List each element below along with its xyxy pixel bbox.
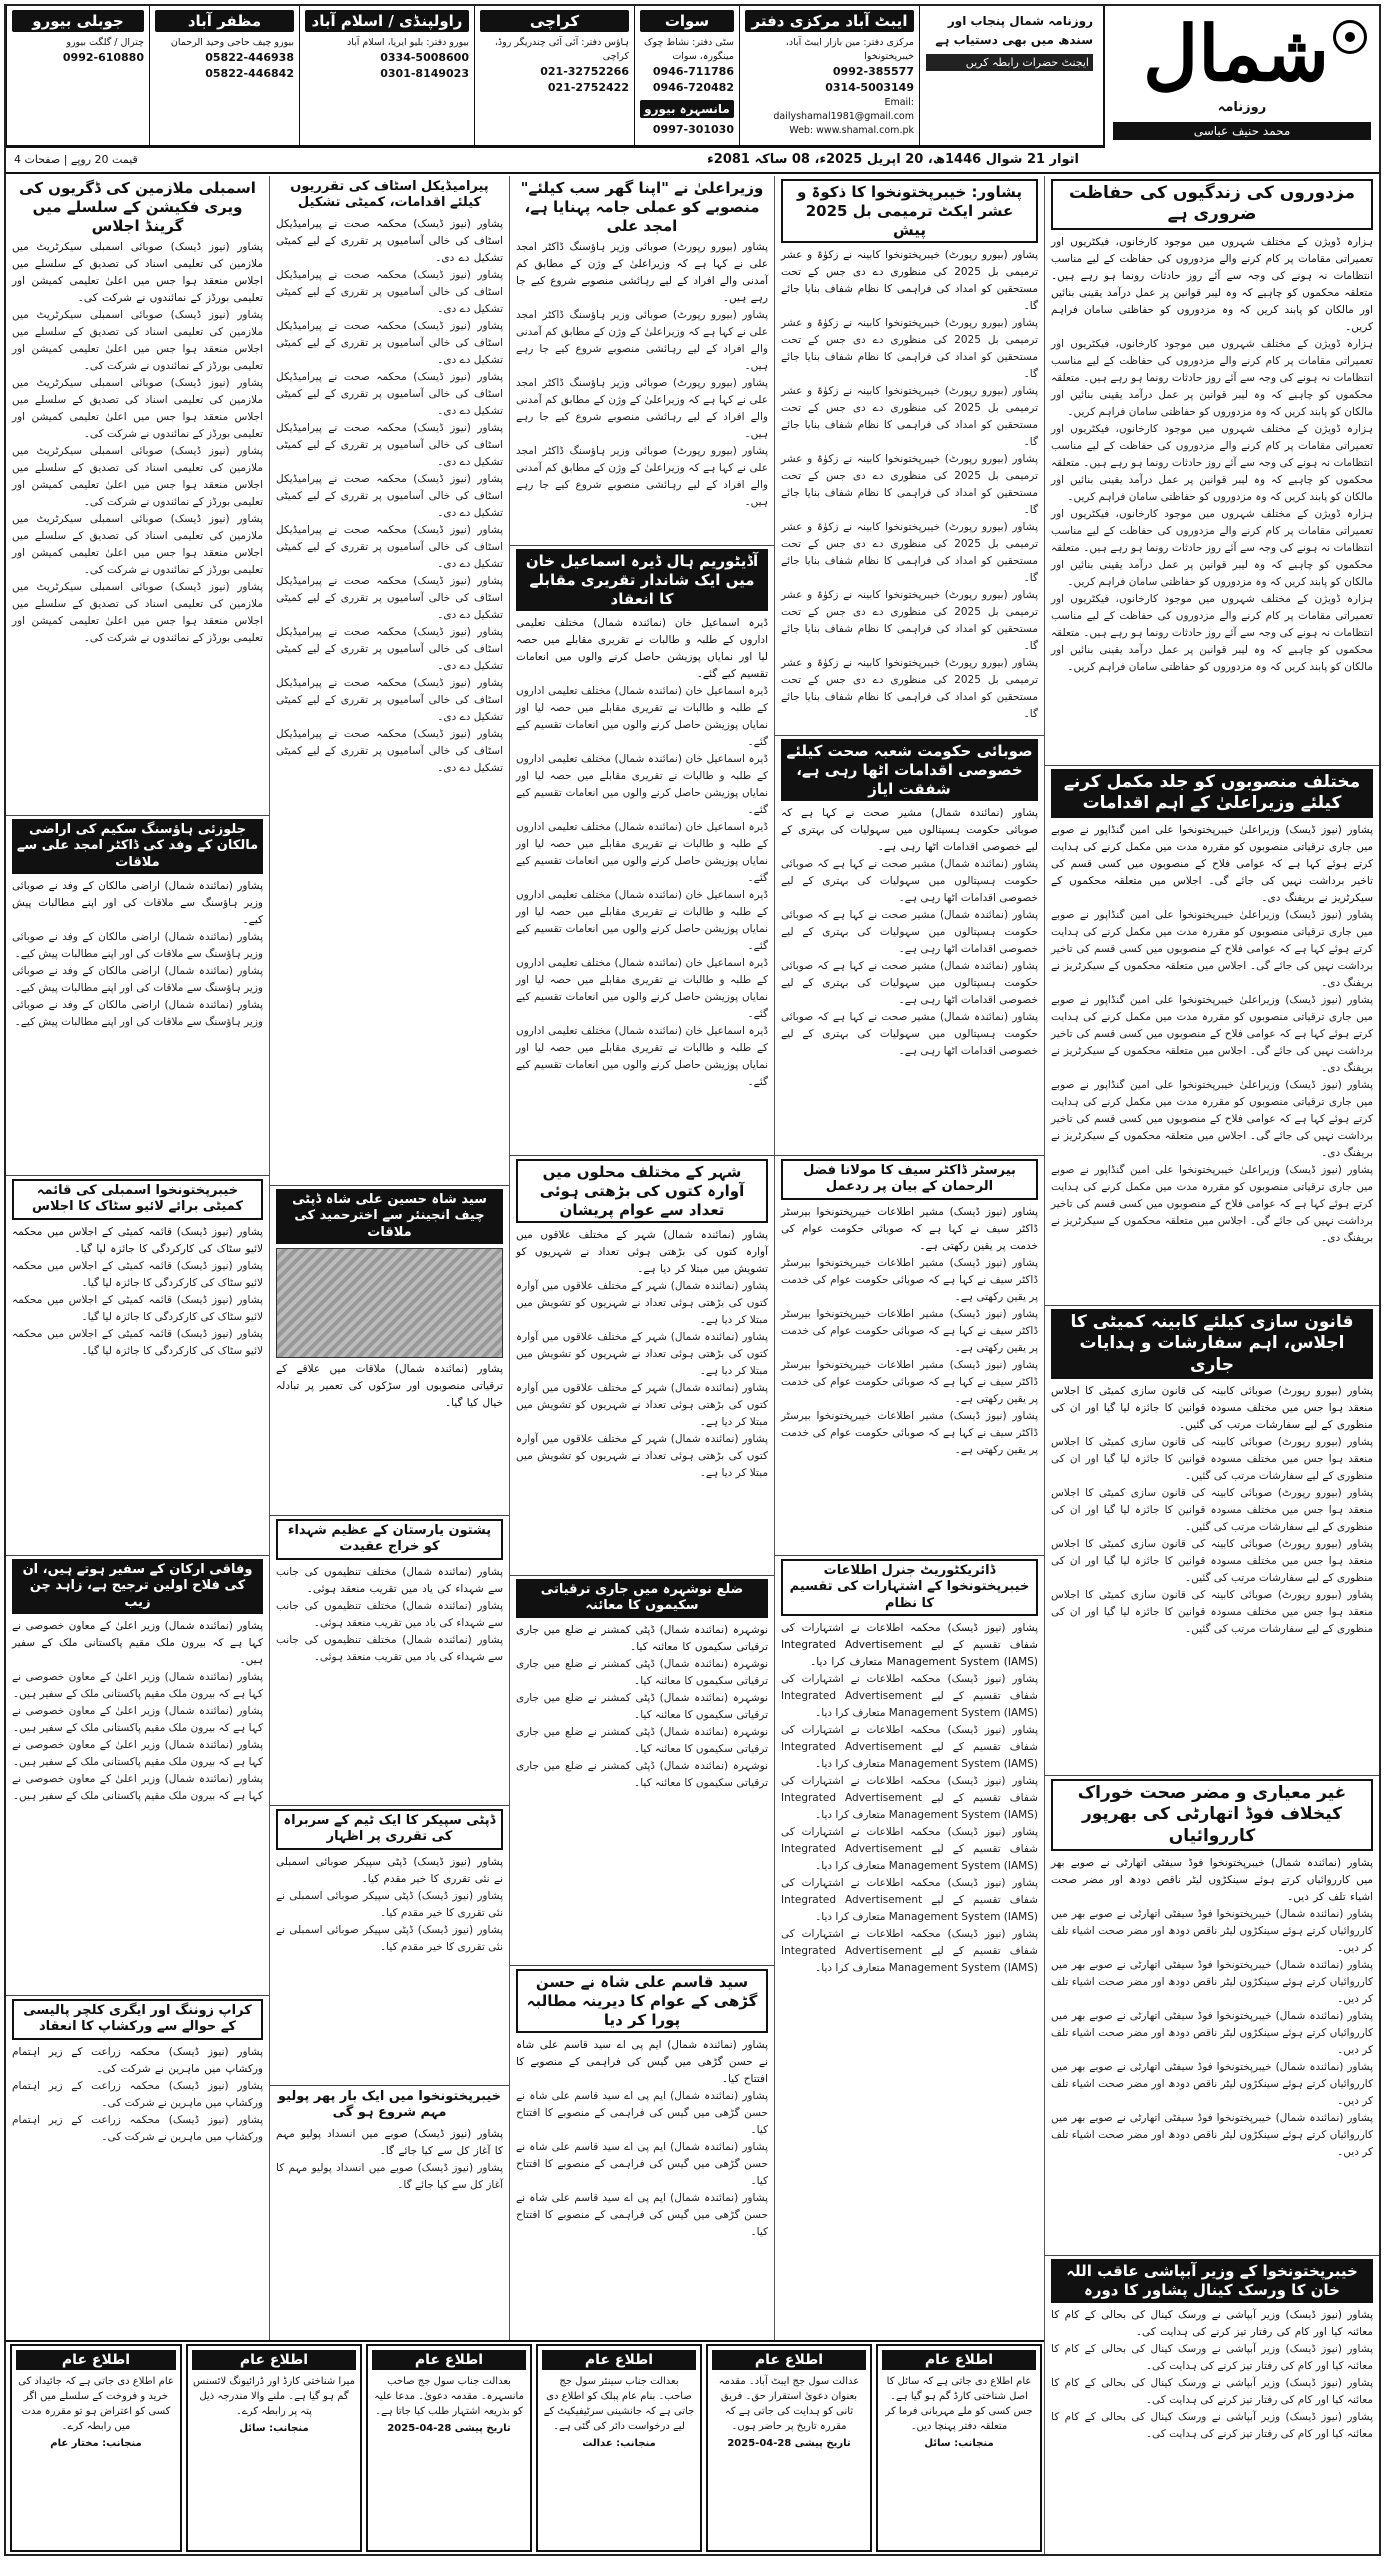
story-body-cont: ڈیرہ اسماعیل خان (نمائندہ شمال) مختلف تعلیمی اداروں کے طلبہ و طالبات نے تقریری مقابلے میں حصہ لیا اور نمایاں پوزیشن حاصل کرنے والوں میں انعامات تقسیم کیے گئے۔	[516, 957, 768, 1021]
story-body-cont: ڈیرہ اسماعیل خان (نمائندہ شمال) مختلف تعلیمی اداروں کے طلبہ و طالبات نے تقریری مقابلے میں حصہ لیا اور نمایاں پوزیشن حاصل کرنے والوں میں انعامات تقسیم کیے گئے۔	[516, 753, 768, 817]
story-body: پشاور (نمائندہ شمال) مختلف تنظیموں کی جانب سے شہداء کی یاد میں تقریب منعقد ہوئی۔	[276, 1565, 503, 1595]
story-body: پشاور (نیوز ڈیسک) قائمہ کمیٹی کے اجلاس میں محکمہ لائیو سٹاک کی کارکردگی کا جائزہ لیا گیا۔	[12, 1225, 263, 1255]
story-body-cont: پشاور (نمائندہ شمال) خیبرپختونخوا فوڈ سیفٹی اتھارٹی نے صوبے بھر میں کارروائیاں کرتے ہوئے سینکڑوں لیٹر ناقص دودھ اور مضر صحت اشیاء تلف کر دیں۔	[1051, 2111, 1373, 2158]
news-story	[1045, 766, 1379, 1306]
office-email: Email: dailyshamal1981@gmail.com	[773, 97, 914, 122]
office-phone: 05822-446938	[205, 51, 294, 64]
story-body-cont: پشاور (نیوز ڈیسک) صوبائی اسمبلی سیکرٹریٹ میں ملازمین کی تعلیمی اسناد کی تصدیق کے سلسلے میں اجلاس منعقد ہوا جس میں اعلیٰ تعلیمی کمیشن اور تعلیمی بورڈز کے نمائندوں نے شرکت کی۔	[12, 581, 263, 645]
story-body-cont: ڈیرہ اسماعیل خان (نمائندہ شمال) مختلف تعلیمی اداروں کے طلبہ و طالبات نے تقریری مقابلے میں حصہ لیا اور نمایاں پوزیشن حاصل کرنے والوں میں انعامات تقسیم کیے گئے۔	[516, 889, 768, 953]
news-story	[270, 1516, 509, 1806]
story-body-cont: پشاور (نیوز ڈیسک) صوبائی اسمبلی سیکرٹریٹ میں ملازمین کی تعلیمی اسناد کی تصدیق کے سلسلے میں اجلاس منعقد ہوا جس میں اعلیٰ تعلیمی کمیشن اور تعلیمی بورڈز کے نمائندوں نے شرکت کی۔	[12, 309, 263, 373]
story-body-cont: پشاور (نیوز ڈیسک) مشیر اطلاعات خیبرپختونخوا بیرسٹر ڈاکٹر سیف نے کہا ہے کہ صوبائی حکومت عوام کی خدمت پر یقین رکھتی ہے۔	[781, 1358, 1038, 1405]
news-story	[775, 176, 1044, 736]
story-headline: آڈیٹوریم ہال ڈیرہ اسماعیل خان میں ایک شاندار تقریری مقابلے کا انعقاد	[516, 549, 768, 611]
story-body-cont: پشاور (نیوز ڈیسک) محکمہ صحت نے پیرامیڈیکل اسٹاف کی خالی آسامیوں پر تقرری کے لیے کمیٹی تشکیل دے دی۔	[276, 421, 503, 468]
news-story	[6, 176, 269, 816]
story-body-cont: پشاور (نیوز ڈیسک) قائمہ کمیٹی کے اجلاس میں محکمہ لائیو سٹاک کی کارکردگی کا جائزہ لیا گیا۔	[12, 1327, 263, 1357]
story-body-cont: پشاور (نمائندہ شمال) خیبرپختونخوا فوڈ سیفٹی اتھارٹی نے صوبے بھر میں کارروائیاں کرتے ہوئے سینکڑوں لیٹر ناقص دودھ اور مضر صحت اشیاء تلف کر دیں۔	[1051, 2060, 1373, 2107]
news-story	[775, 1556, 1044, 2340]
story-body-cont: پشاور (نیوز ڈیسک) محکمہ اطلاعات نے اشتہارات کی شفاف تقسیم کے لیے Integrated Advertisement Management System (IAMS) متعارف کرا دیا۔	[781, 1723, 1038, 1770]
story-body-cont: ڈیرہ اسماعیل خان (نمائندہ شمال) مختلف تعلیمی اداروں کے طلبہ و طالبات نے تقریری مقابلے میں حصہ لیا اور نمایاں پوزیشن حاصل کرنے والوں میں انعامات تقسیم کیے گئے۔	[516, 685, 768, 749]
ad-heading: اطلاع عام	[712, 2350, 866, 2370]
office-bureau	[6, 6, 149, 148]
story-body: نوشہرہ (نمائندہ شمال) ڈپٹی کمشنر نے ضلع میں جاری ترقیاتی سکیموں کا معائنہ کیا۔	[516, 1623, 768, 1653]
office-web: Web: www.shamal.com.pk	[789, 125, 914, 136]
story-body: پشاور (نیوز ڈیسک) محکمہ اطلاعات نے اشتہارات کی شفاف تقسیم کے لیے Integrated Advertisement Management System (IAMS) متعارف کرا دیا۔	[781, 1621, 1038, 1668]
story-body-cont: پشاور (نمائندہ شمال) وزیر اعلیٰ کے معاون خصوصی نے کہا ہے کہ بیرون ملک مقیم پاکستانی ملک کے سفیر ہیں۔	[12, 1772, 263, 1802]
story-body-cont: پشاور (بیورو رپورٹ) صوبائی کابینہ کی قانون سازی کمیٹی کا اجلاس منعقد ہوا جس میں مختلف مسودہ قوانین کا جائزہ لیا گیا اور ان کی منظوری کے لیے سفارشات مرتب کی گئیں۔	[1051, 1537, 1373, 1584]
office-phone: 0992-385577	[832, 65, 914, 78]
story-body-cont: پشاور (نمائندہ شمال) مختلف تنظیموں کی جانب سے شہداء کی یاد میں تقریب منعقد ہوئی۔	[276, 1633, 503, 1663]
story-headline: غیر معیاری و مضر صحت خوراک کیخلاف فوڈ اتھارٹی کی بھرپور کارروائیاں	[1051, 1779, 1373, 1851]
story-body-cont: نوشہرہ (نمائندہ شمال) ڈپٹی کمشنر نے ضلع میں جاری ترقیاتی سکیموں کا معائنہ کیا۔	[516, 1725, 768, 1755]
office-phone-2: 05822-446842	[205, 67, 294, 80]
story-headline: خیبرپختونخوا اسمبلی کی قائمہ کمیٹی برائے لائیو سٹاک کا اجلاس	[12, 1179, 263, 1220]
availability-notice	[919, 6, 1099, 148]
story-body: پشاور (نیوز ڈیسک) ڈپٹی سپیکر صوبائی اسمبلی نے نئی تقرری کا خیر مقدم کیا۔	[276, 1855, 503, 1885]
public-notice-ad	[186, 2344, 362, 2552]
story-headline: خیبرپختونخوا میں ایک بار پھر پولیو مہم شروع ہو گی	[277, 2089, 502, 2121]
story-headline: خیبرپختونخوا کے وزیر آبپاشی عاقب اللہ خان کا ورسک کینال پشاور کا دورہ	[1051, 2259, 1373, 2303]
story-headline: جلوزئی ہاؤسنگ سکیم کی اراضی مالکان کے وفد کی ڈاکٹر امجد علی سے ملاقات	[12, 819, 263, 874]
news-story	[510, 1156, 774, 1576]
public-notice-ad	[366, 2344, 532, 2552]
office-directory	[6, 6, 919, 148]
news-story	[510, 176, 774, 546]
public-notice-ad	[706, 2344, 872, 2552]
story-body-cont: پشاور (نمائندہ شمال) شہر کے مختلف علاقوں میں آوارہ کتوں کی بڑھتی ہوئی تعداد نے شہریوں کو تشویش میں مبتلا کر دیا ہے۔	[516, 1382, 768, 1429]
story-body-cont: پشاور (نیوز ڈیسک) محکمہ اطلاعات نے اشتہارات کی شفاف تقسیم کے لیے Integrated Advertisement Management System (IAMS) متعارف کرا دیا۔	[781, 1825, 1038, 1872]
availability-title: روزنامہ شمال پنجاب اور سندھ میں بھی دستیاب ہے	[935, 14, 1093, 47]
news-story	[270, 176, 509, 1186]
editorial-headline: مزدوروں کی زندگیوں کی حفاظت ضروری ہے	[1051, 179, 1373, 230]
story-body-cont: پشاور (نمائندہ شمال) خیبرپختونخوا فوڈ سیفٹی اتھارٹی نے صوبے بھر میں کارروائیاں کرتے ہوئے سینکڑوں لیٹر ناقص دودھ اور مضر صحت اشیاء تلف کر دیں۔	[1051, 1907, 1373, 1954]
office-phone-2: 0301-8149023	[380, 67, 469, 80]
news-story	[775, 736, 1044, 1156]
story-body-cont: پشاور (نیوز ڈیسک) محکمہ صحت نے پیرامیڈیکل اسٹاف کی خالی آسامیوں پر تقرری کے لیے کمیٹی تشکیل دے دی۔	[276, 268, 503, 315]
story-body-cont: پشاور (نیوز ڈیسک) ڈپٹی سپیکر صوبائی اسمبلی نے نئی تقرری کا خیر مقدم کیا۔	[276, 1923, 503, 1953]
story-body-cont: پشاور (نیوز ڈیسک) صوبائی اسمبلی سیکرٹریٹ میں ملازمین کی تعلیمی اسناد کی تصدیق کے سلسلے میں اجلاس منعقد ہوا جس میں اعلیٰ تعلیمی کمیشن اور تعلیمی بورڈز کے نمائندوں نے شرکت کی۔	[12, 513, 263, 577]
story-body-cont: پشاور (بیورو رپورٹ) صوبائی کابینہ کی قانون سازی کمیٹی کا اجلاس منعقد ہوا جس میں مختلف مسودہ قوانین کا جائزہ لیا گیا اور ان کی منظوری کے لیے سفارشات مرتب کی گئیں۔	[1051, 1588, 1373, 1635]
story-body-cont: پشاور (نمائندہ شمال) ایم پی اے سید قاسم علی شاہ نے حسن گڑھی میں گیس کی فراہمی کے منصوبے کا افتتاح کیا۔	[516, 2141, 768, 2188]
story-body-cont: پشاور (نیوز ڈیسک) محکمہ صحت نے پیرامیڈیکل اسٹاف کی خالی آسامیوں پر تقرری کے لیے کمیٹی تشکیل دے دی۔	[276, 472, 503, 519]
column-4	[269, 176, 509, 2340]
ad-heading: اطلاع عام	[882, 2350, 1036, 2370]
news-story	[270, 1806, 509, 2086]
story-body-cont: پشاور (نیوز ڈیسک) محکمہ زراعت کے زیر اہتمام ورکشاپ میں ماہرین نے شرکت کی۔	[12, 2079, 263, 2109]
news-story	[6, 1556, 269, 1996]
ad-body: عام اطلاع دی جاتی ہے کہ سائل کا اصل شناختی کارڈ گم ہو گیا ہے۔ جس کسی کو ملے مہربانی فرما کر متعلقہ دفتر پہنچا دیں۔	[885, 2376, 1033, 2432]
public-notice-ad	[536, 2344, 702, 2552]
office-address: مرکزی دفتر: مین بازار ایبٹ آباد، خیبرپختونخوا	[785, 37, 914, 62]
office-phone-2: 0314-5003149	[825, 81, 914, 94]
news-story	[1045, 1776, 1379, 2256]
ad-footer: تاریخ پیشی 28-04-2025	[727, 2438, 851, 2449]
news-photo	[276, 1248, 503, 1358]
story-body: پشاور (نیوز ڈیسک) وزیر آبپاشی نے ورسک کینال کی بحالی کے کام کا معائنہ کیا اور کام کی رفتار تیز کرنے کی ہدایت کی۔	[1051, 2308, 1373, 2338]
story-body-cont: پشاور (نیوز ڈیسک) وزیراعلیٰ خیبرپختونخوا علی امین گنڈاپور نے صوبے میں جاری ترقیاتی منصوبوں کو مقررہ مدت میں مکمل کرنے کی ہدایت کرتے ہوئے کہا ہے کہ عوامی فلاح کے منصوبوں میں کسی قسم کی تاخیر برداشت نہیں کی جائے گی۔ اجلاس میں متعلقہ محکموں کے سیکرٹریز نے بریفنگ دی۔	[1051, 908, 1373, 989]
story-headline: صوبائی حکومت شعبہ صحت کیلئے خصوصی اقدامات اٹھا رہی ہے، شفقت ایاز	[781, 739, 1038, 801]
office-swat	[634, 6, 739, 148]
news-story	[270, 1186, 509, 1516]
story-body-cont: پشاور (نیوز ڈیسک) مشیر اطلاعات خیبرپختونخوا بیرسٹر ڈاکٹر سیف نے کہا ہے کہ صوبائی حکومت عوام کی خدمت پر یقین رکھتی ہے۔	[781, 1256, 1038, 1303]
price-line: قیمت 20 روپے | صفحات 4	[14, 153, 138, 166]
office-head: مظفر آباد	[155, 10, 294, 32]
news-story	[510, 546, 774, 1156]
story-body: پشاور (نیوز ڈیسک) صوبائی اسمبلی سیکرٹریٹ میں ملازمین کی تعلیمی اسناد کی تصدیق کے سلسلے میں اجلاس منعقد ہوا جس میں اعلیٰ تعلیمی کمیشن اور تعلیمی بورڈز کے نمائندوں نے شرکت کی۔	[12, 241, 263, 305]
news-story	[1045, 2256, 1379, 2554]
story-body-cont: پشاور (نمائندہ شمال) خیبرپختونخوا فوڈ سیفٹی اتھارٹی نے صوبے بھر میں کارروائیاں کرتے ہوئے سینکڑوں لیٹر ناقص دودھ اور مضر صحت اشیاء تلف کر دیں۔	[1051, 1958, 1373, 2005]
editor-name: محمد حنیف عباسی	[1113, 122, 1371, 140]
story-body-cont: پشاور (نمائندہ شمال) مختلف تنظیموں کی جانب سے شہداء کی یاد میں تقریب منعقد ہوئی۔	[276, 1599, 503, 1629]
masthead	[6, 6, 1379, 148]
news-story	[6, 1176, 269, 1556]
story-body: پشاور (نمائندہ شمال) اراضی مالکان کے وفد نے صوبائی وزیر ہاؤسنگ سے ملاقات کی اور اپنے مطالبات پیش کیے۔	[12, 879, 263, 926]
story-headline: اسمبلی ملازمین کی ڈگریوں کی ویری فکیشن کے سلسلے میں گرینڈ اجلاس	[19, 179, 256, 235]
office-abbottabad	[739, 6, 919, 148]
story-body-cont: پشاور (نیوز ڈیسک) محکمہ اطلاعات نے اشتہارات کی شفاف تقسیم کے لیے Integrated Advertisement Management System (IAMS) متعارف کرا دیا۔	[781, 1672, 1038, 1719]
story-headline: وزیراعلیٰ نے "اپنا گھر سب کیلئے" منصوبے کو عملی جامہ پہنایا ہے، امجد علی	[520, 179, 764, 235]
story-headline: سید قاسم علی شاہ نے حسن گڑھی کے عوام کا دیرینہ مطالبہ پورا کر دیا	[516, 1969, 768, 2033]
ad-footer: منجانب: مختار عام	[50, 2438, 142, 2449]
story-body-cont: پشاور (بیورو رپورٹ) خیبرپختونخوا کابینہ نے زکوٰۃ و عشر ترمیمی بل 2025 کی منظوری دے دی جس کے تحت مستحقین کو امداد کی فراہمی کا نظام شفاف بنایا جائے گا۔	[781, 657, 1038, 721]
office-head: مانسہرہ بیورو	[640, 100, 734, 118]
story-body-cont: ڈیرہ اسماعیل خان (نمائندہ شمال) مختلف تعلیمی اداروں کے طلبہ و طالبات نے تقریری مقابلے میں حصہ لیا اور نمایاں پوزیشن حاصل کرنے والوں میں انعامات تقسیم کیے گئے۔	[516, 821, 768, 885]
editorial-body-cont: ہزارہ ڈویژن کے مختلف شہروں میں موجود کارخانوں، فیکٹریوں اور تعمیراتی مقامات پر کام کرنے والے مزدوروں کی حفاظت کے لیے مناسب انتظامات نہ ہونے کی وجہ سے آئے روز حادثات رونما ہو رہے ہیں۔ متعلقہ محکموں کو چاہیے کہ وہ لیبر قوانین پر عمل درآمد یقینی بنائیں اور مالکان کو پابند کریں کہ وہ مزدوروں کو حفاظتی سامان فراہم کریں۔	[1051, 507, 1373, 588]
ad-heading: اطلاع عام	[372, 2350, 526, 2370]
office-karachi	[474, 6, 634, 148]
office-phone: 021-32752266	[540, 65, 629, 78]
ad-heading: اطلاع عام	[16, 2350, 176, 2370]
story-body-cont: پشاور (بیورو رپورٹ) خیبرپختونخوا کابینہ نے زکوٰۃ و عشر ترمیمی بل 2025 کی منظوری دے دی جس کے تحت مستحقین کو امداد کی فراہمی کا نظام شفاف بنایا جائے گا۔	[781, 385, 1038, 449]
office-phone: 0992-610880	[62, 51, 144, 64]
story-body-cont: پشاور (نمائندہ شمال) شہر کے مختلف علاقوں میں آوارہ کتوں کی بڑھتی ہوئی تعداد نے شہریوں کو تشویش میں مبتلا کر دیا ہے۔	[516, 1433, 768, 1480]
story-body-cont: ڈیرہ اسماعیل خان (نمائندہ شمال) مختلف تعلیمی اداروں کے طلبہ و طالبات نے تقریری مقابلے میں حصہ لیا اور نمایاں پوزیشن حاصل کرنے والوں میں انعامات تقسیم کیے گئے۔	[516, 1025, 768, 1089]
ad-heading: اطلاع عام	[192, 2350, 356, 2370]
story-body-cont: پشاور (نمائندہ شمال) خیبرپختونخوا فوڈ سیفٹی اتھارٹی نے صوبے بھر میں کارروائیاں کرتے ہوئے سینکڑوں لیٹر ناقص دودھ اور مضر صحت اشیاء تلف کر دیں۔	[1051, 2009, 1373, 2056]
story-body-cont: پشاور (نیوز ڈیسک) محکمہ صحت نے پیرامیڈیکل اسٹاف کی خالی آسامیوں پر تقرری کے لیے کمیٹی تشکیل دے دی۔	[276, 523, 503, 570]
story-body-cont: پشاور (نیوز ڈیسک) محکمہ صحت نے پیرامیڈیکل اسٹاف کی خالی آسامیوں پر تقرری کے لیے کمیٹی تشکیل دے دی۔	[276, 625, 503, 672]
story-body: پشاور (نمائندہ شمال) ایم پی اے سید قاسم علی شاہ نے حسن گڑھی میں گیس کی فراہمی کے منصوبے کا افتتاح کیا۔	[516, 2039, 768, 2086]
ad-body: عام اطلاع دی جاتی ہے کہ جائیداد کی خرید و فروخت کے سلسلے میں اگر کسی کو اعتراض ہو تو مقررہ مدت میں رابطہ کرے۔	[18, 2376, 174, 2432]
story-body-cont: پشاور (نیوز ڈیسک) مشیر اطلاعات خیبرپختونخوا بیرسٹر ڈاکٹر سیف نے کہا ہے کہ صوبائی حکومت عوام کی خدمت پر یقین رکھتی ہے۔	[781, 1409, 1038, 1456]
story-body-cont: پشاور (نیوز ڈیسک) صوبائی اسمبلی سیکرٹریٹ میں ملازمین کی تعلیمی اسناد کی تصدیق کے سلسلے میں اجلاس منعقد ہوا جس میں اعلیٰ تعلیمی کمیشن اور تعلیمی بورڈز کے نمائندوں نے شرکت کی۔	[12, 445, 263, 509]
story-body: ڈیرہ اسماعیل خان (نمائندہ شمال) مختلف تعلیمی اداروں کے طلبہ و طالبات نے تقریری مقابلے میں حصہ لیا اور نمایاں پوزیشن حاصل کرنے والوں میں انعامات تقسیم کیے گئے۔	[516, 617, 768, 681]
availability-sub: ایجنٹ حضرات رابطہ کریں	[926, 54, 1093, 71]
office-phone: 0946-711786	[652, 65, 734, 78]
story-body: پشاور (نیوز ڈیسک) وزیراعلیٰ خیبرپختونخوا علی امین گنڈاپور نے صوبے میں جاری ترقیاتی منصوبوں کو مقررہ مدت میں مکمل کرنے کی ہدایت کرتے ہوئے کہا ہے کہ عوامی فلاح کے منصوبوں میں کسی قسم کی تاخیر برداشت نہیں کی جائے گی۔ اجلاس میں متعلقہ محکموں کے سیکرٹریز نے بریفنگ دی۔	[1051, 823, 1373, 904]
story-body-cont: پشاور (نیوز ڈیسک) محکمہ اطلاعات نے اشتہارات کی شفاف تقسیم کے لیے Integrated Advertisement Management System (IAMS) متعارف کرا دیا۔	[781, 1774, 1038, 1821]
story-body-cont: پشاور (نیوز ڈیسک) صوبائی اسمبلی سیکرٹریٹ میں ملازمین کی تعلیمی اسناد کی تصدیق کے سلسلے میں اجلاس منعقد ہوا جس میں اعلیٰ تعلیمی کمیشن اور تعلیمی بورڈز کے نمائندوں نے شرکت کی۔	[12, 377, 263, 441]
story-body-cont: نوشہرہ (نمائندہ شمال) ڈپٹی کمشنر نے ضلع میں جاری ترقیاتی سکیموں کا معائنہ کیا۔	[516, 1657, 768, 1687]
story-body-cont: پشاور (نمائندہ شمال) ایم پی اے سید قاسم علی شاہ نے حسن گڑھی میں گیس کی فراہمی کے منصوبے کا افتتاح کیا۔	[516, 2192, 768, 2239]
story-body-cont: پشاور (نیوز ڈیسک) محکمہ اطلاعات نے اشتہارات کی شفاف تقسیم کے لیے Integrated Advertisement Management System (IAMS) متعارف کرا دیا۔	[781, 1927, 1038, 1974]
office-address: سٹی دفتر: نشاط چوک مینگورہ، سوات	[644, 37, 734, 62]
ad-heading: اطلاع عام	[542, 2350, 696, 2370]
story-body-cont: پشاور (بیورو رپورٹ) صوبائی وزیر ہاؤسنگ ڈاکٹر امجد علی نے کہا ہے کہ وزیراعلیٰ کے وژن کے مطابق کم آمدنی والے افراد کے لیے رہائشی منصوبے شروع کیے جا رہے ہیں۔	[516, 445, 768, 509]
story-body-cont: پشاور (نیوز ڈیسک) وزیراعلیٰ خیبرپختونخوا علی امین گنڈاپور نے صوبے میں جاری ترقیاتی منصوبوں کو مقررہ مدت میں مکمل کرنے کی ہدایت کرتے ہوئے کہا ہے کہ عوامی فلاح کے منصوبوں میں کسی قسم کی تاخیر برداشت نہیں کی جائے گی۔ اجلاس میں متعلقہ محکموں کے سیکرٹریز نے بریفنگ دی۔	[1051, 1078, 1373, 1159]
ad-footer: تاریخ پیشی 28-04-2025	[387, 2423, 511, 2434]
column-1	[1044, 176, 1379, 2554]
public-notice-ad	[10, 2344, 182, 2552]
story-headline: مختلف منصوبوں کو جلد مکمل کرنے کیلئے وزیراعلیٰ کے اہم اقدامات	[1051, 769, 1373, 818]
story-body: پشاور (بیورو رپورٹ) صوبائی کابینہ کی قانون سازی کمیٹی کا اجلاس منعقد ہوا جس میں مختلف مسودہ قوانین کا جائزہ لیا گیا اور ان کی منظوری کے لیے سفارشات مرتب کی گئیں۔	[1051, 1384, 1373, 1431]
logo-subtitle: روزنامہ	[1217, 100, 1267, 115]
story-body-cont: پشاور (نمائندہ شمال) وزیر اعلیٰ کے معاون خصوصی نے کہا ہے کہ بیرون ملک مقیم پاکستانی ملک کے سفیر ہیں۔	[12, 1738, 263, 1768]
story-body: پشاور (نیوز ڈیسک) صوبے میں انسداد پولیو مہم کا آغاز کل سے کیا جائے گا۔	[276, 2127, 503, 2157]
news-story	[775, 1156, 1044, 1556]
story-body-cont: پشاور (نیوز ڈیسک) محکمہ صحت نے پیرامیڈیکل اسٹاف کی خالی آسامیوں پر تقرری کے لیے کمیٹی تشکیل دے دی۔	[276, 676, 503, 723]
story-body-cont: پشاور (نمائندہ شمال) وزیر اعلیٰ کے معاون خصوصی نے کہا ہے کہ بیرون ملک مقیم پاکستانی ملک کے سفیر ہیں۔	[12, 1670, 263, 1700]
story-body-cont: نوشہرہ (نمائندہ شمال) ڈپٹی کمشنر نے ضلع میں جاری ترقیاتی سکیموں کا معائنہ کیا۔	[516, 1691, 768, 1721]
newspaper-logo: شمال	[1143, 9, 1329, 98]
office-head: ایبٹ آباد مرکزی دفتر	[745, 10, 914, 32]
story-body: پشاور (نیوز ڈیسک) مشیر اطلاعات خیبرپختونخوا بیرسٹر ڈاکٹر سیف نے کہا ہے کہ صوبائی حکومت عوام کی خدمت پر یقین رکھتی ہے۔	[781, 1205, 1038, 1252]
story-headline: ڈائریکٹوریٹ جنرل اطلاعات خیبرپختونخوا کے اشتہارات کی تقسیم کا نظام	[781, 1559, 1038, 1616]
office-head: سوات	[640, 10, 734, 32]
news-story	[270, 2086, 509, 2340]
story-body-cont: پشاور (بیورو رپورٹ) صوبائی وزیر ہاؤسنگ ڈاکٹر امجد علی نے کہا ہے کہ وزیراعلیٰ کے وژن کے مطابق کم آمدنی والے افراد کے لیے رہائشی منصوبے شروع کیے جا رہے ہیں۔	[516, 377, 768, 441]
story-body: پشاور (نیوز ڈیسک) محکمہ زراعت کے زیر اہتمام ورکشاپ میں ماہرین نے شرکت کی۔	[12, 2045, 263, 2075]
story-body-cont: پشاور (نیوز ڈیسک) محکمہ صحت نے پیرامیڈیکل اسٹاف کی خالی آسامیوں پر تقرری کے لیے کمیٹی تشکیل دے دی۔	[276, 727, 503, 774]
story-headline: پیرامیڈیکل اسٹاف کی تقرریوں کیلئے اقدامات، کمیٹی تشکیل	[290, 179, 489, 211]
story-body-cont: پشاور (نیوز ڈیسک) وزیر آبپاشی نے ورسک کینال کی بحالی کے کام کا معائنہ کیا اور کام کی رفتار تیز کرنے کی ہدایت کی۔	[1051, 2410, 1373, 2440]
office-address: بیورو دفتر: بلیو ایریا، اسلام آباد	[346, 37, 469, 48]
news-story	[6, 1996, 269, 2336]
story-body-cont: پشاور (بیورو رپورٹ) خیبرپختونخوا کابینہ نے زکوٰۃ و عشر ترمیمی بل 2025 کی منظوری دے دی جس کے تحت مستحقین کو امداد کی فراہمی کا نظام شفاف بنایا جائے گا۔	[781, 317, 1038, 381]
office-phone-2: 021-2752422	[547, 81, 629, 94]
classified-ads	[6, 2340, 1044, 2554]
ad-footer: منجانب: عدالت	[582, 2438, 656, 2449]
office-phone-2: 0946-720482	[652, 81, 734, 94]
editorial-body-cont: ہزارہ ڈویژن کے مختلف شہروں میں موجود کارخانوں، فیکٹریوں اور تعمیراتی مقامات پر کام کرنے والے مزدوروں کی حفاظت کے لیے مناسب انتظامات نہ ہونے کی وجہ سے آئے روز حادثات رونما ہو رہے ہیں۔ متعلقہ محکموں کو چاہیے کہ وہ لیبر قوانین پر عمل درآمد یقینی بنائیں اور مالکان کو پابند کریں کہ وہ مزدوروں کو حفاظتی سامان فراہم کریں۔	[1051, 337, 1373, 418]
news-story	[6, 816, 269, 1176]
story-body: پشاور (نمائندہ شمال) شہر کے مختلف علاقوں میں آوارہ کتوں کی بڑھتی ہوئی تعداد نے شہریوں کو تشویش میں مبتلا کر دیا ہے۔	[516, 1229, 768, 1276]
logo-box	[1103, 6, 1379, 148]
office-muzaffarabad	[149, 6, 299, 148]
office-islamabad	[299, 6, 474, 148]
story-body-cont: پشاور (بیورو رپورٹ) خیبرپختونخوا کابینہ نے زکوٰۃ و عشر ترمیمی بل 2025 کی منظوری دے دی جس کے تحت مستحقین کو امداد کی فراہمی کا نظام شفاف بنایا جائے گا۔	[781, 589, 1038, 653]
issue-date: اتوار 21 شوال 1446ھ، 20 اپریل 2025ء، 08 ساکہ 2081ء	[707, 152, 1079, 167]
story-body-cont: پشاور (نیوز ڈیسک) ڈپٹی سپیکر صوبائی اسمبلی نے نئی تقرری کا خیر مقدم کیا۔	[276, 1889, 503, 1919]
story-body-cont: پشاور (نیوز ڈیسک) قائمہ کمیٹی کے اجلاس میں محکمہ لائیو سٹاک کی کارکردگی کا جائزہ لیا گیا۔	[12, 1259, 263, 1289]
story-body: پشاور (نمائندہ شمال) وزیر اعلیٰ کے معاون خصوصی نے کہا ہے کہ بیرون ملک مقیم پاکستانی ملک کے سفیر ہیں۔	[12, 1619, 263, 1666]
story-body-cont: پشاور (بیورو رپورٹ) صوبائی کابینہ کی قانون سازی کمیٹی کا اجلاس منعقد ہوا جس میں مختلف مسودہ قوانین کا جائزہ لیا گیا اور ان کی منظوری کے لیے سفارشات مرتب کی گئیں۔	[1051, 1435, 1373, 1482]
ad-footer: منجانب: سائل	[239, 2423, 309, 2434]
story-body: پشاور (بیورو رپورٹ) خیبرپختونخوا کابینہ نے زکوٰۃ و عشر ترمیمی بل 2025 کی منظوری دے دی جس کے تحت مستحقین کو امداد کی فراہمی کا نظام شفاف بنایا جائے گا۔	[781, 249, 1038, 313]
story-body: پشاور (نیوز ڈیسک) محکمہ صحت نے پیرامیڈیکل اسٹاف کی خالی آسامیوں پر تقرری کے لیے کمیٹی تشکیل دے دی۔	[276, 217, 503, 264]
story-body-cont: پشاور (نیوز ڈیسک) مشیر اطلاعات خیبرپختونخوا بیرسٹر ڈاکٹر سیف نے کہا ہے کہ صوبائی حکومت عوام کی خدمت پر یقین رکھتی ہے۔	[781, 1307, 1038, 1354]
office-address: چترال / گلگت بیورو	[66, 37, 144, 48]
story-body-cont: پشاور (نمائندہ شمال) شہر کے مختلف علاقوں میں آوارہ کتوں کی بڑھتی ہوئی تعداد نے شہریوں کو تشویش میں مبتلا کر دیا ہے۔	[516, 1331, 768, 1378]
story-headline: شہر کے مختلف محلوں میں آوارہ کتوں کی بڑھتی ہوئی تعداد سے عوام پریشان	[516, 1159, 768, 1223]
story-body-cont: پشاور (نیوز ڈیسک) وزیراعلیٰ خیبرپختونخوا علی امین گنڈاپور نے صوبے میں جاری ترقیاتی منصوبوں کو مقررہ مدت میں مکمل کرنے کی ہدایت کرتے ہوئے کہا ہے کہ عوامی فلاح کے منصوبوں میں کسی قسم کی تاخیر برداشت نہیں کی جائے گی۔ اجلاس میں متعلقہ محکموں کے سیکرٹریز نے بریفنگ دی۔	[1051, 993, 1373, 1074]
story-body: پشاور (بیورو رپورٹ) صوبائی وزیر ہاؤسنگ ڈاکٹر امجد علی نے کہا ہے کہ وزیراعلیٰ کے وژن کے مطابق کم آمدنی والے افراد کے لیے رہائشی منصوبے شروع کیے جا رہے ہیں۔	[516, 241, 768, 305]
public-notice-ad	[876, 2344, 1042, 2552]
story-headline: پشتون یارستان کے عظیم شہداء کو خراج عقیدت	[276, 1519, 503, 1560]
story-headline: ضلع نوشہرہ میں جاری ترقیاتی سکیموں کا معائنہ	[516, 1579, 768, 1618]
news-story	[510, 1966, 774, 2340]
story-body: پشاور (نمائندہ شمال) ملاقات میں علاقے کے ترقیاتی منصوبوں اور سڑکوں کی تعمیر پر تبادلہ خیال کیا گیا۔	[276, 1362, 503, 1409]
story-headline: کراپ زوننگ اور ایگری کلچر پالیسی کے حوالے سے ورکشاپ کا انعقاد	[12, 1999, 263, 2040]
news-story	[1045, 1306, 1379, 1776]
story-body-cont: پشاور (نیوز ڈیسک) صوبے میں انسداد پولیو مہم کا آغاز کل سے کیا جائے گا۔	[276, 2161, 503, 2191]
story-body-cont: پشاور (نمائندہ شمال) اراضی مالکان کے وفد نے صوبائی وزیر ہاؤسنگ سے ملاقات کی اور اپنے مطالبات پیش کیے۔	[12, 964, 263, 994]
ad-body: عدالت سول جج ایبٹ آباد۔ مقدمہ بعنوان دعویٰ استقرار حق۔ فریق ثانی کو ہدایت کی جاتی ہے کہ مقررہ تاریخ پر حاضر ہوں۔	[718, 2376, 860, 2432]
story-body-cont: پشاور (نیوز ڈیسک) وزیر آبپاشی نے ورسک کینال کی بحالی کے کام کا معائنہ کیا اور کام کی رفتار تیز کرنے کی ہدایت کی۔	[1051, 2376, 1373, 2406]
story-headline: بیرسٹر ڈاکٹر سیف کا مولانا فضل الرحمان کے بیان پر ردعمل	[781, 1159, 1038, 1200]
story-body-cont: پشاور (بیورو رپورٹ) صوبائی کابینہ کی قانون سازی کمیٹی کا اجلاس منعقد ہوا جس میں مختلف مسودہ قوانین کا جائزہ لیا گیا اور ان کی منظوری کے لیے سفارشات مرتب کی گئیں۔	[1051, 1486, 1373, 1533]
editorial-body-cont: ہزارہ ڈویژن کے مختلف شہروں میں موجود کارخانوں، فیکٹریوں اور تعمیراتی مقامات پر کام کرنے والے مزدوروں کی حفاظت کے لیے مناسب انتظامات نہ ہونے کی وجہ سے آئے روز حادثات رونما ہو رہے ہیں۔ متعلقہ محکموں کو چاہیے کہ وہ لیبر قوانین پر عمل درآمد یقینی بنائیں اور مالکان کو پابند کریں کہ وہ مزدوروں کو حفاظتی سامان فراہم کریں۔	[1051, 422, 1373, 503]
logo-emblem-icon	[1333, 20, 1367, 54]
ad-body: بعدالت جناب سول جج صاحب مانسہرہ۔ مقدمہ دعویٰ۔ مدعا علیہ کو بذریعہ اشتہار طلب کیا جاتا ہے۔	[374, 2376, 524, 2417]
editorial-body: ہزارہ ڈویژن کے مختلف شہروں میں موجود کارخانوں، فیکٹریوں اور تعمیراتی مقامات پر کام کرنے والے مزدوروں کی حفاظت کے لیے مناسب انتظامات نہ ہونے کی وجہ سے آئے روز حادثات رونما ہو رہے ہیں۔ متعلقہ محکموں کو چاہیے کہ وہ لیبر قوانین پر عمل درآمد یقینی بنائیں اور مالکان کو پابند کریں کہ وہ مزدوروں کو حفاظتی سامان فراہم کریں۔	[1051, 235, 1373, 333]
story-body-cont: پشاور (نمائندہ شمال) ایم پی اے سید قاسم علی شاہ نے حسن گڑھی میں گیس کی فراہمی کے منصوبے کا افتتاح کیا۔	[516, 2090, 768, 2137]
story-body-cont: پشاور (نیوز ڈیسک) وزیراعلیٰ خیبرپختونخوا علی امین گنڈاپور نے صوبے میں جاری ترقیاتی منصوبوں کو مقررہ مدت میں مکمل کرنے کی ہدایت کرتے ہوئے کہا ہے کہ عوامی فلاح کے منصوبوں میں کسی قسم کی تاخیر برداشت نہیں کی جائے گی۔ اجلاس میں متعلقہ محکموں کے سیکرٹریز نے بریفنگ دی۔	[1051, 1163, 1373, 1244]
story-body-cont: پشاور (بیورو رپورٹ) خیبرپختونخوا کابینہ نے زکوٰۃ و عشر ترمیمی بل 2025 کی منظوری دے دی جس کے تحت مستحقین کو امداد کی فراہمی کا نظام شفاف بنایا جائے گا۔	[781, 453, 1038, 517]
ad-footer: منجانب: سائل	[924, 2438, 994, 2449]
story-body-cont: پشاور (نمائندہ شمال) مشیر صحت نے کہا ہے کہ صوبائی حکومت ہسپتالوں میں سہولیات کی بہتری کے لیے خصوصی اقدامات اٹھا رہی ہے۔	[781, 1011, 1038, 1058]
story-body-cont: پشاور (نمائندہ شمال) وزیر اعلیٰ کے معاون خصوصی نے کہا ہے کہ بیرون ملک مقیم پاکستانی ملک کے سفیر ہیں۔	[12, 1704, 263, 1734]
story-headline: پشاور: خیبرپختونخوا کا ذکوۃ و عشر ایکٹ ترمیمی بل 2025 پیش	[781, 179, 1038, 243]
story-headline: ڈپٹی سپیکر کا ایک ٹیم کے سربراہ کی تقرری پر اظہار	[276, 1809, 503, 1850]
story-headline: قانون سازی کیلئے کابینہ کمیٹی کا اجلاس، اہم سفارشات و ہدایات جاری	[1051, 1309, 1373, 1379]
editorial-body-cont: ہزارہ ڈویژن کے مختلف شہروں میں موجود کارخانوں، فیکٹریوں اور تعمیراتی مقامات پر کام کرنے والے مزدوروں کی حفاظت کے لیے مناسب انتظامات نہ ہونے کی وجہ سے آئے روز حادثات رونما ہو رہے ہیں۔ متعلقہ محکموں کو چاہیے کہ وہ لیبر قوانین پر عمل درآمد یقینی بنائیں اور مالکان کو پابند کریں کہ وہ مزدوروں کو حفاظتی سامان فراہم کریں۔	[1051, 592, 1373, 673]
office-head: جوبلی بیورو	[12, 10, 144, 32]
column-5	[6, 176, 269, 2340]
dateline	[6, 148, 1379, 174]
story-body: پشاور (نمائندہ شمال) مشیر صحت نے کہا ہے کہ صوبائی حکومت ہسپتالوں میں سہولیات کی بہتری کے لیے خصوصی اقدامات اٹھا رہی ہے۔	[781, 807, 1038, 854]
story-body-cont: پشاور (نیوز ڈیسک) محکمہ صحت نے پیرامیڈیکل اسٹاف کی خالی آسامیوں پر تقرری کے لیے کمیٹی تشکیل دے دی۔	[276, 370, 503, 417]
story-body-cont: نوشہرہ (نمائندہ شمال) ڈپٹی کمشنر نے ضلع میں جاری ترقیاتی سکیموں کا معائنہ کیا۔	[516, 1759, 768, 1789]
story-body-cont: پشاور (نیوز ڈیسک) محکمہ زراعت کے زیر اہتمام ورکشاپ میں ماہرین نے شرکت کی۔	[12, 2113, 263, 2143]
office-address: ہاؤس دفتر: آئی آئی چندریگر روڈ، کراچی	[494, 37, 629, 62]
office-address: بیورو چیف حاجی وحید الرحمان	[170, 37, 294, 48]
story-body-cont: پشاور (نیوز ڈیسک) محکمہ صحت نے پیرامیڈیکل اسٹاف کی خالی آسامیوں پر تقرری کے لیے کمیٹی تشکیل دے دی۔	[276, 574, 503, 621]
office-phone: 0997-301030	[652, 123, 734, 136]
column-2	[774, 176, 1044, 2340]
office-phone: 0334-5008600	[380, 51, 469, 64]
office-head: راولپنڈی / اسلام آباد	[305, 10, 469, 32]
column-3	[509, 176, 774, 2340]
office-head: کراچی	[480, 10, 629, 32]
story-body-cont: پشاور (نمائندہ شمال) مشیر صحت نے کہا ہے کہ صوبائی حکومت ہسپتالوں میں سہولیات کی بہتری کے لیے خصوصی اقدامات اٹھا رہی ہے۔	[781, 960, 1038, 1007]
story-body-cont: پشاور (نیوز ڈیسک) قائمہ کمیٹی کے اجلاس میں محکمہ لائیو سٹاک کی کارکردگی کا جائزہ لیا گیا۔	[12, 1293, 263, 1323]
editorial-story	[1045, 176, 1379, 766]
newspaper-page	[4, 4, 1381, 2556]
story-body-cont: پشاور (نمائندہ شمال) اراضی مالکان کے وفد نے صوبائی وزیر ہاؤسنگ سے ملاقات کی اور اپنے مطالبات پیش کیے۔	[12, 930, 263, 960]
story-headline: وفاقی ارکان کے سفیر ہوتے ہیں، ان کی فلاح اولین ترجیح ہے، زاہد چن زیب	[12, 1559, 263, 1614]
story-body-cont: پشاور (نیوز ڈیسک) محکمہ اطلاعات نے اشتہارات کی شفاف تقسیم کے لیے Integrated Advertisement Management System (IAMS) متعارف کرا دیا۔	[781, 1876, 1038, 1923]
story-body: پشاور (نمائندہ شمال) خیبرپختونخوا فوڈ سیفٹی اتھارٹی نے صوبے بھر میں کارروائیاں کرتے ہوئے سینکڑوں لیٹر ناقص دودھ اور مضر صحت اشیاء تلف کر دیں۔	[1051, 1856, 1373, 1903]
ad-body: بعدالت جناب سینئر سول جج صاحب۔ بنام عام پبلک کو اطلاع دی جاتی ہے کہ جانشینی سرٹیفیکیٹ کے لیے درخواست دائر کی گئی ہے۔	[543, 2376, 695, 2432]
story-body-cont: پشاور (بیورو رپورٹ) خیبرپختونخوا کابینہ نے زکوٰۃ و عشر ترمیمی بل 2025 کی منظوری دے دی جس کے تحت مستحقین کو امداد کی فراہمی کا نظام شفاف بنایا جائے گا۔	[781, 521, 1038, 585]
ad-body: میرا شناختی کارڈ اور ڈرائیونگ لائسنس گم ہو گیا ہے۔ ملنے والا مندرجہ ذیل پتہ پر رابطہ کرے۔	[192, 2376, 355, 2417]
story-body-cont: پشاور (نمائندہ شمال) اراضی مالکان کے وفد نے صوبائی وزیر ہاؤسنگ سے ملاقات کی اور اپنے مطالبات پیش کیے۔	[12, 998, 263, 1028]
story-body-cont: پشاور (نمائندہ شمال) شہر کے مختلف علاقوں میں آوارہ کتوں کی بڑھتی ہوئی تعداد نے شہریوں کو تشویش میں مبتلا کر دیا ہے۔	[516, 1280, 768, 1327]
story-body-cont: پشاور (نیوز ڈیسک) وزیر آبپاشی نے ورسک کینال کی بحالی کے کام کا معائنہ کیا اور کام کی رفتار تیز کرنے کی ہدایت کی۔	[1051, 2342, 1373, 2372]
story-headline: سید شاہ حسین علی شاہ ڈپٹی چیف انجینئر سے اخترحمید کی ملاقات	[276, 1189, 503, 1244]
story-body-cont: پشاور (نمائندہ شمال) مشیر صحت نے کہا ہے کہ صوبائی حکومت ہسپتالوں میں سہولیات کی بہتری کے لیے خصوصی اقدامات اٹھا رہی ہے۔	[781, 858, 1038, 905]
story-body-cont: پشاور (نمائندہ شمال) مشیر صحت نے کہا ہے کہ صوبائی حکومت ہسپتالوں میں سہولیات کی بہتری کے لیے خصوصی اقدامات اٹھا رہی ہے۔	[781, 909, 1038, 956]
news-story	[510, 1576, 774, 1966]
story-body-cont: پشاور (بیورو رپورٹ) صوبائی وزیر ہاؤسنگ ڈاکٹر امجد علی نے کہا ہے کہ وزیراعلیٰ کے وژن کے مطابق کم آمدنی والے افراد کے لیے رہائشی منصوبے شروع کیے جا رہے ہیں۔	[516, 309, 768, 373]
story-body-cont: پشاور (نیوز ڈیسک) محکمہ صحت نے پیرامیڈیکل اسٹاف کی خالی آسامیوں پر تقرری کے لیے کمیٹی تشکیل دے دی۔	[276, 319, 503, 366]
